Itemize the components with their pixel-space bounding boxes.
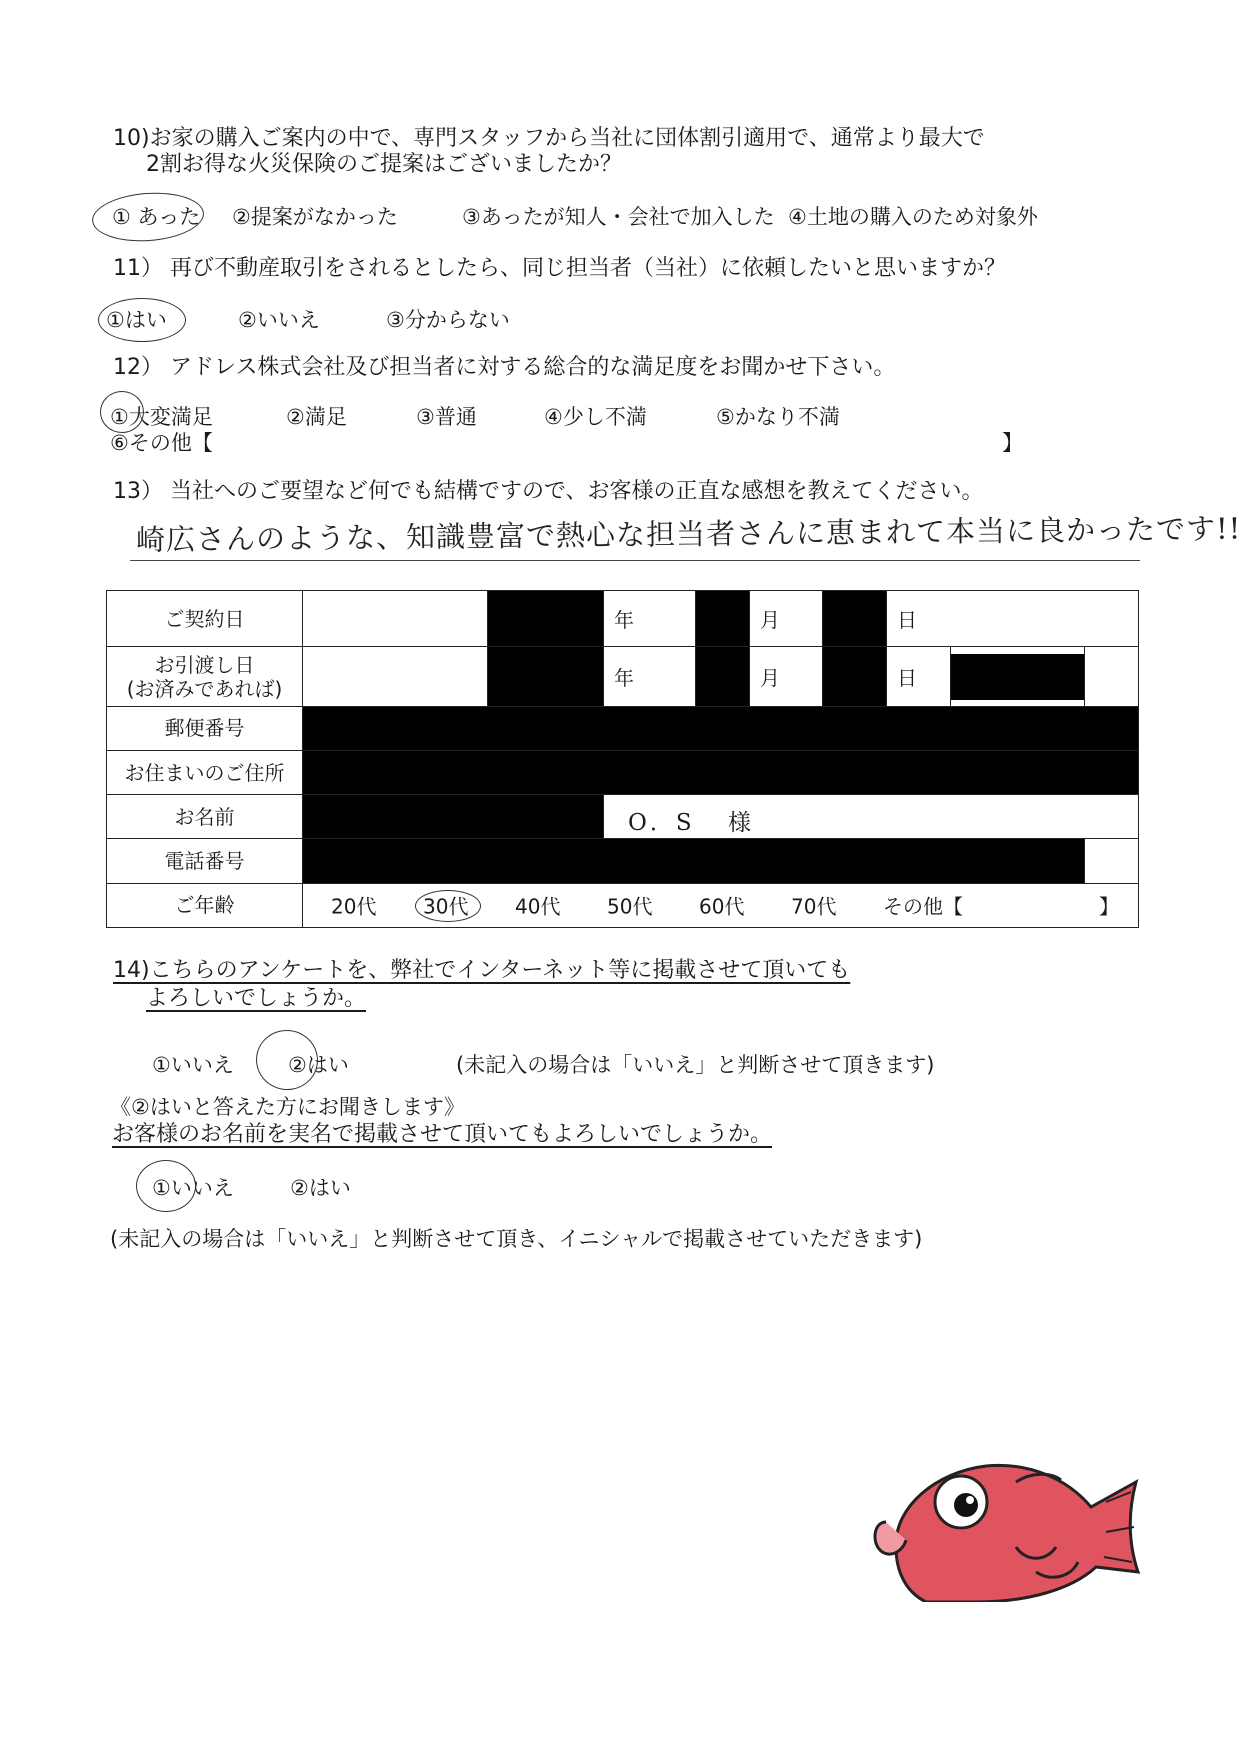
q12-option-3[interactable]: ③普通	[416, 405, 477, 429]
redacted-block	[823, 647, 887, 706]
name-redacted	[303, 795, 604, 839]
age-option-other[interactable]: その他【	[883, 894, 963, 919]
q10-option-4[interactable]: ④土地の購入のため対象外	[788, 205, 1038, 229]
q14-option-1[interactable]: ①いいえ	[152, 1053, 234, 1077]
name-value-cell	[604, 795, 1139, 839]
month-unit: 月	[750, 647, 823, 706]
q14-note: (未記入の場合は「いいえ」と判断させて頂きます)	[456, 1053, 935, 1077]
empty-cell	[1085, 647, 1139, 706]
q12-answer-circle	[100, 391, 144, 433]
q13-question: 13） 当社へのご要望など何でも結構ですので、お客様の正直な感想を教えてください。	[113, 479, 984, 504]
phone-redacted	[303, 839, 1085, 883]
q12-question: 12） アドレス株式会社及び担当者に対する総合的な満足度をお聞かせ下さい。	[113, 355, 896, 380]
q11-option-1[interactable]: ①はい	[106, 308, 167, 332]
age-option-30s[interactable]: 30代	[423, 894, 469, 919]
age-other-bracket-close: 】	[1099, 894, 1119, 919]
q11-question: 11） 再び不動産取引をされるとしたら、同じ担当者（当社）に依頼したいと思いますか？	[113, 256, 1006, 281]
name-value: O．S	[628, 810, 695, 837]
q14-followup-option-2[interactable]: ②はい	[290, 1176, 351, 1200]
q10-option-1[interactable]: ① あった	[112, 205, 201, 229]
q10-question-line1: 10)お家の購入ご案内の中で、専門スタッフから当社に団体割引適用で、通常より最大で	[113, 126, 985, 151]
q14-followup-answer-circle	[136, 1160, 196, 1212]
honorific: 様	[728, 810, 751, 837]
day-unit: 日	[887, 591, 1139, 647]
age-option-20s[interactable]: 20代	[331, 894, 377, 919]
age-option-70s[interactable]: 70代	[791, 894, 837, 919]
q14-question-line1: 14)こちらのアンケートを、弊社でインターネット等に掲載させて頂いても	[113, 958, 851, 983]
q13-handwritten-answer: 崎広さんのような、知識豊富で熱心な担当者さんに恵まれて本当に良かったです!!	[135, 511, 1241, 557]
address-redacted	[303, 750, 1139, 794]
sea-bream-mascot-icon	[866, 1452, 1146, 1602]
postal-code-redacted	[303, 706, 1139, 750]
q14-option-2[interactable]: ②はい	[288, 1053, 349, 1077]
phone-label: 電話番号	[107, 839, 303, 883]
day-unit: 日	[887, 647, 951, 706]
name-label: お名前	[107, 795, 303, 839]
delivery-year-field[interactable]	[303, 647, 488, 706]
q14-answer-circle	[252, 1026, 322, 1094]
contract-date-label: ご契約日	[107, 591, 303, 647]
address-label: お住まいのご住所	[107, 750, 303, 794]
redacted-block	[823, 591, 887, 647]
q10-question-line2: 2割お得な火災保険のご提案はございましたか？	[146, 152, 622, 177]
age-options	[303, 884, 1138, 927]
redacted-block	[696, 647, 750, 706]
redacted-block	[488, 591, 604, 647]
q12-option-2[interactable]: ②満足	[286, 405, 347, 429]
delivery-date-label-sub: (お済みであれば)	[126, 676, 283, 701]
age-option-60s[interactable]: 60代	[699, 894, 745, 919]
contract-year-field[interactable]	[303, 591, 488, 647]
q10-option-3[interactable]: ③あったが知人・会社で加入した	[462, 205, 775, 229]
q10-option-2[interactable]: ②提案がなかった	[232, 205, 398, 229]
postal-code-label: 郵便番号	[107, 706, 303, 750]
q14-followup-question: お客様のお名前を実名で掲載させて頂いてもよろしいでしょうか。	[112, 1122, 773, 1147]
q14-question-line2: よろしいでしょうか。	[146, 986, 367, 1011]
q14-followup-option-1[interactable]: ①いいえ	[152, 1176, 234, 1200]
q11-answer-circle	[98, 298, 186, 342]
q12-option-5[interactable]: ⑤かなり不満	[716, 405, 840, 429]
age-option-40s[interactable]: 40代	[515, 894, 561, 919]
q12-option-6-other[interactable]: ⑥その他【	[110, 431, 213, 455]
q12-option-4[interactable]: ④少し不満	[544, 405, 647, 429]
year-unit: 年	[604, 647, 696, 706]
q14-followup-note: (未記入の場合は「いいえ」と判断させて頂き、イニシャルで掲載させていただきます)	[110, 1227, 923, 1251]
q11-option-3[interactable]: ③分からない	[386, 308, 510, 332]
delivery-date-label-main: お引渡し日	[154, 652, 255, 677]
age-answer-circle	[415, 890, 481, 922]
q11-option-2[interactable]: ②いいえ	[238, 308, 320, 332]
customer-info-table	[106, 590, 1139, 928]
q12-option-1[interactable]: ①大変満足	[110, 405, 213, 429]
q12-other-bracket-close: 】	[1002, 431, 1023, 455]
age-options-cell	[303, 883, 1139, 927]
q14-followup-intro: 《②はいと答えた方にお聞きします》	[110, 1095, 465, 1119]
year-unit: 年	[604, 591, 696, 647]
redacted-cell	[951, 647, 1085, 706]
redacted-block	[696, 591, 750, 647]
month-unit: 月	[750, 591, 823, 647]
empty-cell	[1085, 839, 1139, 883]
delivery-date-label	[107, 647, 303, 706]
q13-answer-line	[130, 560, 1140, 561]
q10-answer-circle	[90, 189, 205, 245]
age-option-50s[interactable]: 50代	[607, 894, 653, 919]
redacted-block	[488, 647, 604, 706]
age-label: ご年齢	[107, 883, 303, 927]
